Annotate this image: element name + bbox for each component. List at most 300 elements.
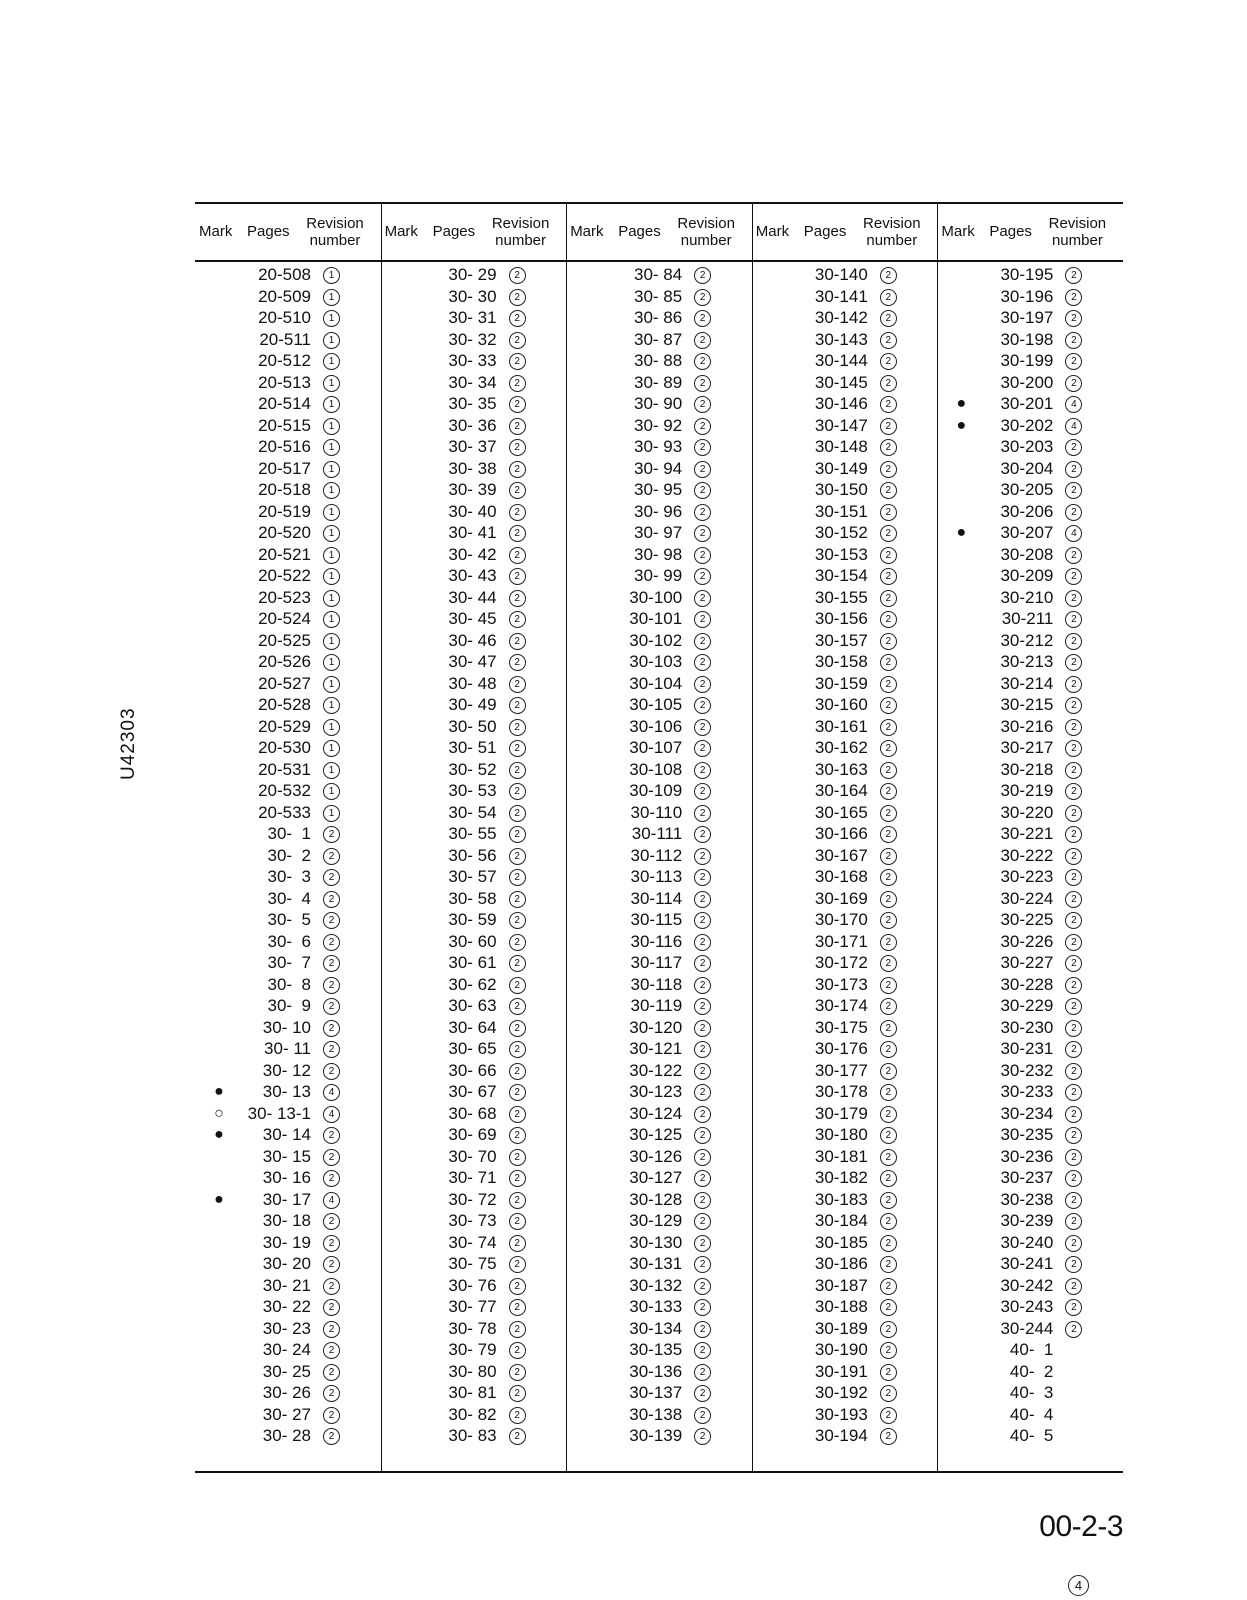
table-row bbox=[937, 1232, 1123, 1254]
page-ref: 20-533 bbox=[258, 802, 311, 822]
table-row bbox=[195, 1361, 381, 1383]
page-ref: 30-197 bbox=[1000, 308, 1054, 327]
page-ref: 30- 8 bbox=[267, 974, 311, 994]
revision-number: 2 bbox=[509, 998, 526, 1015]
page-ref: 30- 88 bbox=[633, 351, 683, 370]
page-ref: 30-165 bbox=[814, 802, 868, 822]
table-row bbox=[566, 823, 752, 845]
revision-number: 4 bbox=[1065, 418, 1082, 435]
page-ref: 30-143 bbox=[814, 329, 868, 349]
revision-number: 2 bbox=[509, 482, 526, 499]
revision-number: 2 bbox=[694, 332, 711, 349]
page-ref: 30-123 bbox=[629, 1082, 683, 1101]
table-row bbox=[752, 866, 938, 888]
page-ref: 30-196 bbox=[1000, 286, 1054, 306]
table-row bbox=[752, 974, 938, 996]
page-ref: 30-211 bbox=[1001, 609, 1054, 628]
table-row bbox=[566, 372, 752, 394]
page-ref: 30-126 bbox=[629, 1146, 683, 1166]
page-ref: 30-219 bbox=[1000, 781, 1054, 800]
page-ref: 30-121 bbox=[629, 1039, 683, 1058]
page-ref: 20-531 bbox=[258, 759, 311, 779]
page-ref: 30- 97 bbox=[633, 523, 683, 542]
revision-number: 2 bbox=[323, 1041, 340, 1058]
page-ref: 30- 99 bbox=[633, 566, 683, 585]
table-row bbox=[195, 1404, 381, 1426]
table-row bbox=[566, 350, 752, 372]
revision-number: 2 bbox=[694, 482, 711, 499]
table-row bbox=[195, 802, 381, 824]
page-ref: 30- 7 bbox=[267, 953, 311, 972]
revision-number: 2 bbox=[694, 955, 711, 972]
revision-number: 2 bbox=[509, 418, 526, 435]
revision-number: 2 bbox=[880, 289, 897, 306]
page-ref: 30-146 bbox=[814, 394, 868, 413]
revision-number: 2 bbox=[1065, 676, 1082, 693]
table-row bbox=[566, 909, 752, 931]
revision-number: 2 bbox=[509, 1063, 526, 1080]
page-ref: 30-140 bbox=[814, 265, 868, 284]
page-ref: 30- 3 bbox=[267, 867, 311, 886]
page-ref: 30- 62 bbox=[448, 974, 497, 994]
page-ref: 30-168 bbox=[814, 867, 868, 886]
page-ref: 20-509 bbox=[258, 286, 311, 306]
page-ref: 30- 13 bbox=[262, 1082, 311, 1101]
revision-number: 2 bbox=[509, 1020, 526, 1037]
page-ref: 30-112 bbox=[630, 845, 683, 865]
revision-number: 2 bbox=[1065, 1278, 1082, 1295]
page-ref: 30-153 bbox=[814, 544, 868, 564]
header-pages: Pages bbox=[989, 223, 1032, 241]
table-row bbox=[752, 995, 938, 1017]
page-number: 00-2-3 bbox=[1039, 1510, 1123, 1543]
page-ref: 20-526 bbox=[258, 652, 311, 671]
revision-number: 2 bbox=[509, 611, 526, 628]
table-row bbox=[752, 630, 938, 652]
revision-number: 2 bbox=[694, 912, 711, 929]
revision-number: 2 bbox=[694, 848, 711, 865]
table-row bbox=[566, 716, 752, 738]
table-row bbox=[566, 1382, 752, 1404]
page-ref: 30-201 bbox=[1000, 394, 1054, 413]
revision-number: 2 bbox=[1065, 805, 1082, 822]
table-row bbox=[937, 845, 1123, 867]
page-ref: 30-238 bbox=[1000, 1189, 1054, 1209]
revision-number: 2 bbox=[323, 1321, 340, 1338]
revision-number: 1 bbox=[323, 332, 340, 349]
page-ref: 20-529 bbox=[258, 716, 311, 736]
table-row bbox=[752, 286, 938, 308]
table-row bbox=[752, 522, 938, 544]
revision-number: 2 bbox=[880, 1407, 897, 1424]
table-row bbox=[381, 350, 567, 372]
table-row bbox=[937, 1275, 1123, 1297]
page-ref: 30-102 bbox=[629, 630, 683, 650]
table-row bbox=[381, 888, 567, 910]
revision-number: 1 bbox=[323, 418, 340, 435]
page-ref: 30-221 bbox=[1000, 824, 1054, 843]
revision-number: 2 bbox=[1065, 439, 1082, 456]
revision-number: 2 bbox=[880, 1235, 897, 1252]
table-row bbox=[381, 372, 567, 394]
table-row bbox=[381, 974, 567, 996]
page-ref: 30-148 bbox=[814, 437, 868, 456]
revision-number: 2 bbox=[694, 1278, 711, 1295]
page-ref: 30- 28 bbox=[262, 1426, 311, 1445]
table-row bbox=[381, 802, 567, 824]
table-row bbox=[752, 415, 938, 437]
revision-number: 2 bbox=[880, 977, 897, 994]
table-row bbox=[937, 501, 1123, 523]
revision-number: 2 bbox=[509, 869, 526, 886]
revision-number: 2 bbox=[880, 332, 897, 349]
table-row bbox=[195, 264, 381, 286]
page-ref: 20-512 bbox=[258, 351, 311, 370]
page-ref: 30-215 bbox=[1000, 695, 1054, 714]
revision-number: 2 bbox=[509, 912, 526, 929]
page-ref: 30- 23 bbox=[262, 1318, 311, 1338]
revision-number: 2 bbox=[1065, 332, 1082, 349]
page-ref: 20-510 bbox=[258, 308, 311, 327]
page-ref: 30-191 bbox=[814, 1361, 868, 1381]
page-ref: 30-207 bbox=[1000, 523, 1054, 542]
table-row bbox=[752, 931, 938, 953]
page-ref: 30- 72 bbox=[448, 1189, 497, 1209]
page-ref: 30- 75 bbox=[448, 1254, 497, 1273]
table-row bbox=[381, 307, 567, 329]
table-row bbox=[752, 1361, 938, 1383]
page-ref: 30-155 bbox=[814, 587, 868, 607]
table-row bbox=[195, 608, 381, 630]
revision-number: 1 bbox=[323, 697, 340, 714]
table-row bbox=[566, 1060, 752, 1082]
table-row bbox=[937, 909, 1123, 931]
table-row bbox=[195, 995, 381, 1017]
table-row bbox=[752, 479, 938, 501]
table-row bbox=[381, 1038, 567, 1060]
page-ref: 30-212 bbox=[1000, 630, 1054, 650]
table-row bbox=[937, 974, 1123, 996]
page-ref: 30- 90 bbox=[633, 394, 683, 413]
revision-number: 2 bbox=[880, 482, 897, 499]
table-row bbox=[195, 737, 381, 759]
page-ref: 30-160 bbox=[814, 695, 868, 714]
revision-number: 2 bbox=[1065, 783, 1082, 800]
revision-number: 2 bbox=[509, 934, 526, 951]
page-ref: 30- 70 bbox=[448, 1146, 497, 1166]
revision-number: 2 bbox=[1065, 633, 1082, 650]
table-row bbox=[937, 630, 1123, 652]
page-ref: 30- 17 bbox=[262, 1189, 311, 1209]
table-row bbox=[937, 1210, 1123, 1232]
revision-number: 2 bbox=[323, 1170, 340, 1187]
revision-number: 2 bbox=[694, 461, 711, 478]
page-ref: 30-240 bbox=[1000, 1232, 1054, 1252]
page-ref: 30-141 bbox=[814, 286, 868, 306]
page-ref: 30- 66 bbox=[448, 1060, 497, 1080]
page-ref: 30-158 bbox=[814, 652, 868, 671]
page-ref: 30-159 bbox=[814, 673, 868, 693]
table-row bbox=[937, 1361, 1123, 1383]
table-row bbox=[566, 780, 752, 802]
table-row bbox=[195, 350, 381, 372]
page-ref: 20-523 bbox=[258, 587, 311, 607]
revision-number bbox=[1065, 1428, 1080, 1443]
page-ref: 30-122 bbox=[629, 1060, 683, 1080]
page-ref: 30-226 bbox=[1000, 931, 1054, 951]
table-row bbox=[937, 307, 1123, 329]
table-row bbox=[195, 1017, 381, 1039]
page-ref: 30- 25 bbox=[262, 1361, 311, 1381]
revision-number: 2 bbox=[694, 1041, 711, 1058]
table-row bbox=[566, 1361, 752, 1383]
table-row bbox=[566, 1017, 752, 1039]
revision-number: 2 bbox=[1065, 891, 1082, 908]
revision-number: 2 bbox=[323, 1127, 340, 1144]
table-row bbox=[566, 307, 752, 329]
page-ref: 30- 57 bbox=[448, 867, 497, 886]
table-row bbox=[566, 888, 752, 910]
table-row bbox=[195, 436, 381, 458]
page-ref: 30-200 bbox=[1000, 372, 1054, 392]
table-row bbox=[566, 329, 752, 351]
revision-number: 2 bbox=[509, 1192, 526, 1209]
header-mark: Mark bbox=[941, 223, 975, 241]
page-ref: 30-190 bbox=[814, 1340, 868, 1359]
page-ref: 30- 81 bbox=[448, 1383, 497, 1402]
revision-number: 2 bbox=[880, 740, 897, 757]
table-row bbox=[937, 759, 1123, 781]
table-row bbox=[195, 393, 381, 415]
revision-number: 2 bbox=[880, 525, 897, 542]
document-code: U42303 bbox=[118, 707, 139, 780]
page-ref: 30-144 bbox=[814, 351, 868, 370]
table-row bbox=[381, 565, 567, 587]
revision-number: 2 bbox=[694, 826, 711, 843]
table-row bbox=[937, 522, 1123, 544]
page-ref: 30-134 bbox=[629, 1318, 683, 1338]
revision-number: 2 bbox=[880, 891, 897, 908]
revision-mark: ● bbox=[214, 1083, 224, 1100]
table-row bbox=[195, 1167, 381, 1189]
table-row bbox=[752, 1210, 938, 1232]
page-ref: 30-210 bbox=[1000, 587, 1054, 607]
table-row bbox=[195, 866, 381, 888]
table-row bbox=[381, 630, 567, 652]
table-row bbox=[381, 716, 567, 738]
revision-number: 2 bbox=[509, 891, 526, 908]
revision-number: 2 bbox=[509, 1084, 526, 1101]
table-row bbox=[937, 1060, 1123, 1082]
revision-number: 2 bbox=[880, 1321, 897, 1338]
page-ref: 30- 29 bbox=[448, 265, 497, 284]
revision-number: 2 bbox=[323, 1063, 340, 1080]
revision-number: 2 bbox=[694, 375, 711, 392]
revision-number: 2 bbox=[323, 1299, 340, 1316]
page-ref: 30- 76 bbox=[448, 1275, 497, 1295]
page-ref: 30-162 bbox=[814, 738, 868, 757]
revision-number: 2 bbox=[880, 353, 897, 370]
revision-number: 2 bbox=[1065, 1170, 1082, 1187]
page-ref: 20-522 bbox=[258, 566, 311, 585]
revision-number: 2 bbox=[509, 697, 526, 714]
page-ref: 30-220 bbox=[1000, 802, 1054, 822]
revision-number: 2 bbox=[1065, 1235, 1082, 1252]
table-row bbox=[195, 759, 381, 781]
table-row bbox=[195, 1296, 381, 1318]
table-row bbox=[937, 931, 1123, 953]
table-row bbox=[381, 329, 567, 351]
table-row bbox=[566, 630, 752, 652]
revision-number: 2 bbox=[880, 1170, 897, 1187]
revision-number: 2 bbox=[880, 762, 897, 779]
revision-number: 1 bbox=[323, 375, 340, 392]
revision-number: 1 bbox=[323, 719, 340, 736]
revision-number: 1 bbox=[323, 805, 340, 822]
table-row bbox=[195, 888, 381, 910]
table-row bbox=[381, 479, 567, 501]
revision-number: 2 bbox=[509, 353, 526, 370]
table-row bbox=[381, 436, 567, 458]
table-row bbox=[566, 802, 752, 824]
page-ref: 30-127 bbox=[629, 1168, 683, 1187]
table-row bbox=[752, 1103, 938, 1125]
header-mark: Mark bbox=[755, 223, 790, 241]
revision-number: 1 bbox=[323, 310, 340, 327]
table-row bbox=[381, 1103, 567, 1125]
table-row bbox=[937, 479, 1123, 501]
revision-number: 2 bbox=[880, 461, 897, 478]
revision-number: 2 bbox=[509, 267, 526, 284]
revision-number: 2 bbox=[1065, 1192, 1082, 1209]
table-row bbox=[381, 1404, 567, 1426]
revision-number: 2 bbox=[694, 977, 711, 994]
page-ref: 20-530 bbox=[258, 738, 311, 757]
table-row bbox=[937, 329, 1123, 351]
revision-number: 1 bbox=[323, 783, 340, 800]
table-row bbox=[566, 587, 752, 609]
page-ref: 30-199 bbox=[1000, 351, 1054, 370]
revision-number: 2 bbox=[1065, 826, 1082, 843]
table-row bbox=[937, 1038, 1123, 1060]
revision-number: 1 bbox=[323, 504, 340, 521]
page-ref: 30-136 bbox=[629, 1361, 683, 1381]
table-row bbox=[752, 694, 938, 716]
page-ref: 30- 77 bbox=[448, 1297, 497, 1316]
page-ref: 30- 39 bbox=[448, 480, 497, 499]
revision-number: 1 bbox=[323, 762, 340, 779]
table-row bbox=[752, 1275, 938, 1297]
revision-number: 2 bbox=[323, 1149, 340, 1166]
page-ref: 30-109 bbox=[629, 781, 683, 800]
header-mark: Mark bbox=[570, 223, 604, 241]
table-row bbox=[752, 436, 938, 458]
page-ref: 30- 45 bbox=[448, 609, 497, 628]
page-ref: 30- 32 bbox=[448, 329, 497, 349]
header-pages: Pages bbox=[618, 223, 661, 241]
revision-number: 4 bbox=[1065, 396, 1082, 413]
page-ref: 30- 31 bbox=[448, 308, 497, 327]
revision-number: 2 bbox=[323, 1256, 340, 1273]
page-ref: 30-204 bbox=[1000, 458, 1054, 478]
revision-number: 2 bbox=[509, 1213, 526, 1230]
table-row bbox=[195, 1146, 381, 1168]
page-ref: 30- 33 bbox=[448, 351, 497, 370]
revision-number: 2 bbox=[880, 1106, 897, 1123]
revision-number: 2 bbox=[1065, 353, 1082, 370]
page-ref: 30- 60 bbox=[448, 931, 497, 951]
table-row bbox=[381, 1339, 567, 1361]
table-row bbox=[195, 1339, 381, 1361]
page-ref: 30- 63 bbox=[448, 996, 497, 1015]
table-row bbox=[381, 1382, 567, 1404]
table-row bbox=[752, 1404, 938, 1426]
page-ref: 30-173 bbox=[814, 974, 868, 994]
revision-number: 2 bbox=[880, 1385, 897, 1402]
page-ref: 30-177 bbox=[814, 1060, 868, 1080]
table-row bbox=[195, 931, 381, 953]
revision-number: 2 bbox=[323, 998, 340, 1015]
revision-number: 2 bbox=[880, 375, 897, 392]
table-row bbox=[566, 264, 752, 286]
page-ref: 30-217 bbox=[1000, 738, 1054, 757]
revision-number: 2 bbox=[1065, 590, 1082, 607]
page-ref: 30-231 bbox=[1000, 1039, 1054, 1058]
revision-number: 2 bbox=[1065, 654, 1082, 671]
page-ref: 30-209 bbox=[1000, 566, 1054, 585]
table-row bbox=[752, 1232, 938, 1254]
revision-number: 1 bbox=[323, 482, 340, 499]
table-row bbox=[937, 1017, 1123, 1039]
table-row bbox=[381, 823, 567, 845]
page-ref: 30-161 bbox=[814, 716, 868, 736]
revision-number: 2 bbox=[1065, 1106, 1082, 1123]
table-row bbox=[195, 1382, 381, 1404]
revision-mark: ● bbox=[956, 416, 967, 434]
table-row bbox=[195, 780, 381, 802]
page-ref: 20-513 bbox=[258, 372, 311, 392]
page-ref: 30- 18 bbox=[262, 1211, 311, 1230]
table-row bbox=[566, 436, 752, 458]
revision-number: 1 bbox=[323, 547, 340, 564]
table-header bbox=[195, 204, 1123, 262]
revision-number: 2 bbox=[880, 1149, 897, 1166]
page-ref: 30- 83 bbox=[448, 1426, 497, 1445]
page-ref: 30-193 bbox=[814, 1404, 868, 1424]
table-row bbox=[566, 1232, 752, 1254]
page-ref: 30-224 bbox=[1000, 888, 1054, 908]
page-ref: 30- 86 bbox=[633, 308, 683, 327]
header-pages: Pages bbox=[803, 223, 847, 241]
page-ref: 30- 44 bbox=[448, 587, 497, 607]
table-row bbox=[566, 952, 752, 974]
revision-number: 2 bbox=[694, 1407, 711, 1424]
table-row bbox=[752, 802, 938, 824]
revision-number: 2 bbox=[694, 1084, 711, 1101]
table-row bbox=[381, 1361, 567, 1383]
table-row bbox=[195, 1425, 381, 1447]
page-ref: 20-527 bbox=[258, 673, 311, 693]
page-ref: 30- 89 bbox=[633, 372, 683, 392]
revision-number: 2 bbox=[1065, 375, 1082, 392]
revision-number: 2 bbox=[694, 418, 711, 435]
revision-number: 2 bbox=[1065, 568, 1082, 585]
table-row bbox=[195, 694, 381, 716]
page-ref: 30- 74 bbox=[448, 1232, 497, 1252]
revision-number: 2 bbox=[1065, 1213, 1082, 1230]
table-row bbox=[381, 1017, 567, 1039]
table-row bbox=[566, 1167, 752, 1189]
